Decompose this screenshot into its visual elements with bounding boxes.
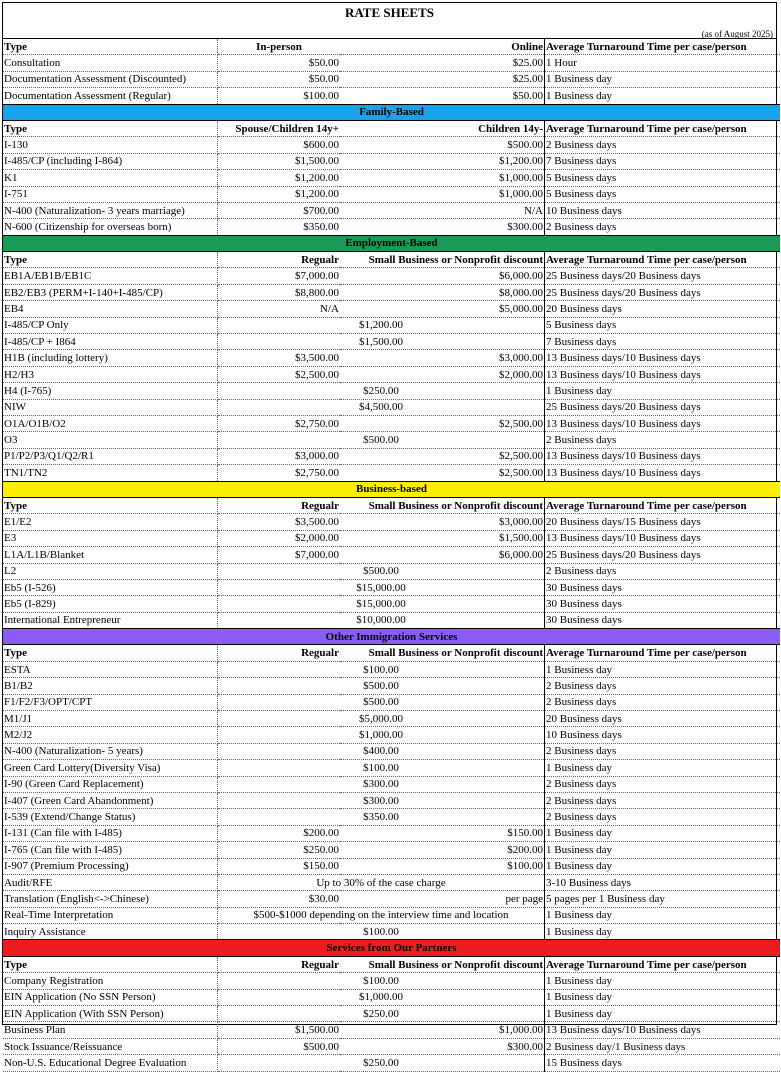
turnaround-time: 20 Business days bbox=[545, 711, 781, 727]
table-row bbox=[3, 219, 780, 235]
turnaround-time: 1 Business day bbox=[545, 1006, 781, 1022]
flat-rate: $250.00 bbox=[218, 383, 545, 399]
turnaround-time: 1 Business day bbox=[545, 858, 781, 874]
service-type: Stock Issuance/Reissuance bbox=[3, 1038, 218, 1054]
service-type: I-130 bbox=[3, 137, 218, 153]
rate-2: $2,500.00 bbox=[340, 465, 545, 481]
rate-1: $7,000.00 bbox=[218, 268, 341, 284]
section-band-business bbox=[3, 481, 780, 497]
turnaround-time: 15 Business days bbox=[545, 1055, 781, 1071]
turnaround-time: 1 Hour bbox=[545, 55, 781, 71]
service-type: Eb5 (I-526) bbox=[3, 579, 218, 595]
turnaround-time: 2 Business days bbox=[545, 743, 781, 759]
turnaround-time: 13 Business days/10 Business days bbox=[545, 465, 781, 481]
flat-rate: $500.00 bbox=[218, 694, 545, 710]
turnaround-time: 13 Business days/10 Business days bbox=[545, 448, 781, 464]
col-header-rate-1: In-person bbox=[218, 39, 341, 55]
service-type: Consultation bbox=[3, 55, 218, 71]
table-row bbox=[3, 924, 780, 940]
rate-1: N/A bbox=[218, 301, 341, 317]
rate-2: N/A bbox=[340, 202, 545, 218]
rate-1: $2,500.00 bbox=[218, 366, 341, 382]
rate-1: $3,500.00 bbox=[218, 514, 341, 530]
rate-1: $3,500.00 bbox=[218, 350, 341, 366]
turnaround-time: 1 Business day bbox=[545, 973, 781, 989]
turnaround-time: 5 Business days bbox=[545, 317, 781, 333]
service-type: EIN Application (With SSN Person) bbox=[3, 1006, 218, 1022]
service-type: E1/E2 bbox=[3, 514, 218, 530]
rate-1: $200.00 bbox=[218, 825, 341, 841]
service-type: I-539 (Extend/Change Status) bbox=[3, 809, 218, 825]
col-header-rate-2: Children 14y- bbox=[340, 120, 545, 136]
rate-1: $1,500.00 bbox=[218, 153, 341, 169]
service-type: EB2/EB3 (PERM+I-140+I-485/CP) bbox=[3, 284, 218, 300]
section-title: Family-Based bbox=[3, 104, 780, 120]
turnaround-time: 1 Business day bbox=[545, 88, 781, 104]
col-header-rate-1: Spouse/Children 14y+ bbox=[218, 120, 341, 136]
header-row bbox=[3, 956, 780, 972]
service-type: ESTA bbox=[3, 661, 218, 677]
service-type: N-600 (Citizenship for overseas born) bbox=[3, 219, 218, 235]
flat-rate: $15,000.00 bbox=[218, 596, 545, 612]
col-header-rate-1: Regualr bbox=[218, 252, 341, 268]
col-header-turnaround: Average Turnaround Time per case/person bbox=[545, 39, 781, 55]
turnaround-time: 2 Business days bbox=[545, 792, 781, 808]
service-type: K1 bbox=[3, 170, 218, 186]
col-header-rate-1: Regualr bbox=[218, 645, 341, 661]
col-header-type: Type bbox=[3, 39, 218, 55]
turnaround-time: 3-10 Business days bbox=[545, 874, 781, 890]
col-header-type: Type bbox=[3, 645, 218, 661]
rate-2: $8,000.00 bbox=[340, 284, 545, 300]
rate-2: $100.00 bbox=[340, 858, 545, 874]
service-type: L1A/L1B/Blanket bbox=[3, 547, 218, 563]
rate-2: $1,000.00 bbox=[340, 170, 545, 186]
service-type: M2/J2 bbox=[3, 727, 218, 743]
table-row bbox=[3, 465, 780, 481]
table-row bbox=[3, 366, 780, 382]
section-title: Employment-Based bbox=[3, 235, 780, 251]
rate-1: $100.00 bbox=[218, 88, 341, 104]
section-band-other bbox=[3, 629, 780, 645]
service-type: EB1A/EB1B/EB1C bbox=[3, 268, 218, 284]
table-row bbox=[3, 547, 780, 563]
rate-1: $600.00 bbox=[218, 137, 341, 153]
rate-1: $2,000.00 bbox=[218, 530, 341, 546]
turnaround-time: 13 Business days/10 Business days bbox=[545, 415, 781, 431]
flat-rate: $1,500.00 bbox=[218, 334, 545, 350]
service-type: O3 bbox=[3, 432, 218, 448]
flat-rate: $4,500.00 bbox=[218, 399, 545, 415]
turnaround-time: 10 Business days bbox=[545, 202, 781, 218]
rate-1: $8,800.00 bbox=[218, 284, 341, 300]
turnaround-time: 7 Business days bbox=[545, 334, 781, 350]
turnaround-time: 1 Business day bbox=[545, 907, 781, 923]
table-row bbox=[3, 137, 780, 153]
rate-1: $30.00 bbox=[218, 891, 341, 907]
rate-2: $1,000.00 bbox=[340, 186, 545, 202]
rate-1: $350.00 bbox=[218, 219, 341, 235]
rate-2: $5,000.00 bbox=[340, 301, 545, 317]
table-row bbox=[3, 907, 780, 923]
service-type: Documentation Assessment (Regular) bbox=[3, 88, 218, 104]
rate-1: $50.00 bbox=[218, 71, 341, 87]
col-header-turnaround: Average Turnaround Time per case/person bbox=[545, 497, 781, 513]
col-header-rate-2: Online bbox=[340, 39, 545, 55]
col-header-rate-1: Regualr bbox=[218, 956, 341, 972]
service-type: Company Registration bbox=[3, 973, 218, 989]
table-row bbox=[3, 825, 780, 841]
turnaround-time: 1 Business day bbox=[545, 760, 781, 776]
turnaround-time: 13 Business days/10 Business days bbox=[545, 1022, 781, 1038]
flat-rate: $5,000.00 bbox=[218, 711, 545, 727]
table-row bbox=[3, 350, 780, 366]
col-header-rate-1: Regualr bbox=[218, 497, 341, 513]
table-row bbox=[3, 415, 780, 431]
rate-1: $50.00 bbox=[218, 55, 341, 71]
section-title: Services from Our Partners bbox=[3, 940, 780, 956]
rate-2: $300.00 bbox=[340, 1038, 545, 1054]
service-type: Translation (English<->Chinese) bbox=[3, 891, 218, 907]
col-header-rate-2: Small Business or Nonprofit discount bbox=[340, 645, 545, 661]
table-row bbox=[3, 694, 780, 710]
rate-1: $150.00 bbox=[218, 858, 341, 874]
service-type: I-751 bbox=[3, 186, 218, 202]
service-type: I-407 (Green Card Abandonment) bbox=[3, 792, 218, 808]
service-type: Inquiry Assistance bbox=[3, 924, 218, 940]
service-type: EB4 bbox=[3, 301, 218, 317]
table-row bbox=[3, 186, 780, 202]
table-row bbox=[3, 530, 780, 546]
col-header-turnaround: Average Turnaround Time per case/person bbox=[545, 956, 781, 972]
turnaround-time: 1 Business day bbox=[545, 924, 781, 940]
table-row bbox=[3, 612, 780, 628]
turnaround-time: 13 Business days/10 Business days bbox=[545, 530, 781, 546]
rate-2: $1,200.00 bbox=[340, 153, 545, 169]
table-row bbox=[3, 579, 780, 595]
rate-2: $6,000.00 bbox=[340, 547, 545, 563]
rate-1: $1,500.00 bbox=[218, 1022, 341, 1038]
turnaround-time: 10 Business days bbox=[545, 727, 781, 743]
service-type: O1A/O1B/O2 bbox=[3, 415, 218, 431]
turnaround-time: 5 Business days bbox=[545, 170, 781, 186]
turnaround-time: 5 Business days bbox=[545, 186, 781, 202]
rate-2: $2,500.00 bbox=[340, 448, 545, 464]
flat-rate: $10,000.00 bbox=[218, 612, 545, 628]
table-row bbox=[3, 858, 780, 874]
rate-1: $2,750.00 bbox=[218, 465, 341, 481]
turnaround-time: 1 Business day bbox=[545, 71, 781, 87]
rate-1: $250.00 bbox=[218, 842, 341, 858]
flat-rate: $300.00 bbox=[218, 776, 545, 792]
turnaround-time: 1 Business day bbox=[545, 989, 781, 1005]
flat-rate: $100.00 bbox=[218, 661, 545, 677]
turnaround-time: 30 Business days bbox=[545, 612, 781, 628]
flat-rate: $100.00 bbox=[218, 973, 545, 989]
turnaround-time: 2 Business days bbox=[545, 219, 781, 235]
flat-rate: $500.00 bbox=[218, 563, 545, 579]
table-row bbox=[3, 792, 780, 808]
table-row bbox=[3, 1038, 780, 1054]
turnaround-time: 13 Business days/10 Business days bbox=[545, 350, 781, 366]
service-type: EIN Application (No SSN Person) bbox=[3, 989, 218, 1005]
section-band-family bbox=[3, 104, 780, 120]
service-type: I-907 (Premium Processing) bbox=[3, 858, 218, 874]
table-row bbox=[3, 268, 780, 284]
service-type: NIW bbox=[3, 399, 218, 415]
turnaround-time: 25 Business days/20 Business days bbox=[545, 399, 781, 415]
table-row bbox=[3, 842, 780, 858]
table-row bbox=[3, 563, 780, 579]
rate-2: $2,500.00 bbox=[340, 415, 545, 431]
rate-2: $1,500.00 bbox=[340, 530, 545, 546]
turnaround-time: 1 Business day bbox=[545, 825, 781, 841]
service-type: E3 bbox=[3, 530, 218, 546]
col-header-type: Type bbox=[3, 956, 218, 972]
turnaround-time: 25 Business days/20 Business days bbox=[545, 284, 781, 300]
rate-1: $500.00 bbox=[218, 1038, 341, 1054]
page-title: RATE SHEETS bbox=[345, 5, 434, 20]
turnaround-time: 2 Business days bbox=[545, 432, 781, 448]
col-header-type: Type bbox=[3, 252, 218, 268]
table-row bbox=[3, 973, 780, 989]
turnaround-time: 1 Business day bbox=[545, 383, 781, 399]
turnaround-time: 20 Business days/15 Business days bbox=[545, 514, 781, 530]
table-row bbox=[3, 284, 780, 300]
col-header-turnaround: Average Turnaround Time per case/person bbox=[545, 645, 781, 661]
table-row bbox=[3, 989, 780, 1005]
table-row bbox=[3, 301, 780, 317]
service-type: H4 (I-765) bbox=[3, 383, 218, 399]
flat-rate: $500.00 bbox=[218, 432, 545, 448]
turnaround-time: 25 Business days/20 Business days bbox=[545, 268, 781, 284]
table-row bbox=[3, 514, 780, 530]
table-row bbox=[3, 1006, 780, 1022]
table-row bbox=[3, 661, 780, 677]
rate-2: $500.00 bbox=[340, 137, 545, 153]
service-type: M1/J1 bbox=[3, 711, 218, 727]
rate-2: $50.00 bbox=[340, 88, 545, 104]
service-type: I-765 (Can file with I-485) bbox=[3, 842, 218, 858]
turnaround-time: 2 Business days bbox=[545, 137, 781, 153]
header-row bbox=[3, 645, 780, 661]
service-type: International Entrepreneur bbox=[3, 612, 218, 628]
header-row bbox=[3, 120, 780, 136]
rate-2: $200.00 bbox=[340, 842, 545, 858]
rate-1: $1,200.00 bbox=[218, 186, 341, 202]
rate-table bbox=[3, 39, 780, 1072]
rate-2: $2,000.00 bbox=[340, 366, 545, 382]
turnaround-time: 7 Business days bbox=[545, 153, 781, 169]
flat-rate: $500-$1000 depending on the interview time and location bbox=[218, 907, 545, 923]
table-row bbox=[3, 891, 780, 907]
table-row bbox=[3, 711, 780, 727]
turnaround-time: 2 Business days bbox=[545, 678, 781, 694]
rate-2: $3,000.00 bbox=[340, 350, 545, 366]
table-row bbox=[3, 383, 780, 399]
section-band-employment bbox=[3, 235, 780, 251]
as-of-date: (as of August 2025) bbox=[3, 25, 776, 39]
rate-2: $300.00 bbox=[340, 219, 545, 235]
flat-rate: $500.00 bbox=[218, 678, 545, 694]
turnaround-time: 2 Business day/1 Business days bbox=[545, 1038, 781, 1054]
table-row bbox=[3, 678, 780, 694]
turnaround-time: 1 Business day bbox=[545, 842, 781, 858]
section-title: Other Immigration Services bbox=[3, 629, 780, 645]
flat-rate: $250.00 bbox=[218, 1055, 545, 1071]
table-row bbox=[3, 727, 780, 743]
header-row bbox=[3, 497, 780, 513]
service-type: I-485/CP Only bbox=[3, 317, 218, 333]
turnaround-time: 2 Business days bbox=[545, 694, 781, 710]
table-row bbox=[3, 596, 780, 612]
flat-rate: $400.00 bbox=[218, 743, 545, 759]
service-type: L2 bbox=[3, 563, 218, 579]
table-row bbox=[3, 170, 780, 186]
service-type: Real-Time Interpretation bbox=[3, 907, 218, 923]
table-row bbox=[3, 71, 780, 87]
service-type: N-400 (Naturalization- 3 years marriage) bbox=[3, 202, 218, 218]
service-type: Eb5 (I-829) bbox=[3, 596, 218, 612]
turnaround-time: 5 pages per 1 Business day bbox=[545, 891, 781, 907]
service-type: Documentation Assessment (Discounted) bbox=[3, 71, 218, 87]
table-row bbox=[3, 760, 780, 776]
service-type: TN1/TN2 bbox=[3, 465, 218, 481]
service-type: Business Plan bbox=[3, 1022, 218, 1038]
rate-2: $3,000.00 bbox=[340, 514, 545, 530]
rate-sheet bbox=[2, 2, 777, 1069]
service-type: I-485/CP + I864 bbox=[3, 334, 218, 350]
service-type: Audit/RFE bbox=[3, 874, 218, 890]
service-type: Non-U.S. Educational Degree Evaluation bbox=[3, 1055, 218, 1071]
service-type: I-485/CP (including I-864) bbox=[3, 153, 218, 169]
flat-rate: $100.00 bbox=[218, 760, 545, 776]
col-header-turnaround: Average Turnaround Time per case/person bbox=[545, 252, 781, 268]
table-row bbox=[3, 88, 780, 104]
table-row bbox=[3, 1022, 780, 1038]
flat-rate: $100.00 bbox=[218, 924, 545, 940]
rate-1: $700.00 bbox=[218, 202, 341, 218]
rate-1: $7,000.00 bbox=[218, 547, 341, 563]
table-row bbox=[3, 776, 780, 792]
table-row bbox=[3, 202, 780, 218]
table-row bbox=[3, 432, 780, 448]
flat-rate: $350.00 bbox=[218, 809, 545, 825]
col-header-type: Type bbox=[3, 120, 218, 136]
service-type: N-400 (Naturalization- 5 years) bbox=[3, 743, 218, 759]
service-type: Green Card Lottery(Diversity Visa) bbox=[3, 760, 218, 776]
turnaround-time: 20 Business days bbox=[545, 301, 781, 317]
turnaround-time: 2 Business days bbox=[545, 776, 781, 792]
flat-rate: Up to 30% of the case charge bbox=[218, 874, 545, 890]
service-type: B1/B2 bbox=[3, 678, 218, 694]
turnaround-time: 30 Business days bbox=[545, 596, 781, 612]
turnaround-time: 25 Business days/20 Business days bbox=[545, 547, 781, 563]
table-row bbox=[3, 334, 780, 350]
turnaround-time: 1 Business day bbox=[545, 661, 781, 677]
flat-rate: $15,000.00 bbox=[218, 579, 545, 595]
service-type: I-131 (Can file with I-485) bbox=[3, 825, 218, 841]
header-row bbox=[3, 252, 780, 268]
header-row bbox=[3, 39, 780, 55]
rate-2: $6,000.00 bbox=[340, 268, 545, 284]
rate-2: $150.00 bbox=[340, 825, 545, 841]
col-header-rate-2: Small Business or Nonprofit discount bbox=[340, 497, 545, 513]
table-row bbox=[3, 1055, 780, 1071]
rate-1: $1,200.00 bbox=[218, 170, 341, 186]
table-row bbox=[3, 317, 780, 333]
col-header-turnaround: Average Turnaround Time per case/person bbox=[545, 120, 781, 136]
col-header-rate-2: Small Business or Nonprofit discount bbox=[340, 956, 545, 972]
service-type: H1B (including lottery) bbox=[3, 350, 218, 366]
section-title: Business-based bbox=[3, 481, 780, 497]
rate-2: $25.00 bbox=[340, 71, 545, 87]
turnaround-time: 2 Business days bbox=[545, 563, 781, 579]
section-band-partners bbox=[3, 940, 780, 956]
rate-1: $2,750.00 bbox=[218, 415, 341, 431]
table-row bbox=[3, 743, 780, 759]
rate-2: per page bbox=[340, 891, 545, 907]
col-header-type: Type bbox=[3, 497, 218, 513]
service-type: P1/P2/P3/Q1/Q2/R1 bbox=[3, 448, 218, 464]
service-type: H2/H3 bbox=[3, 366, 218, 382]
table-row bbox=[3, 55, 780, 71]
rate-2: $1,000.00 bbox=[340, 1022, 545, 1038]
table-row bbox=[3, 448, 780, 464]
rate-1: $3,000.00 bbox=[218, 448, 341, 464]
flat-rate: $1,000.00 bbox=[218, 989, 545, 1005]
turnaround-time: 2 Business days bbox=[545, 809, 781, 825]
rate-2: $25.00 bbox=[340, 55, 545, 71]
turnaround-time: 13 Business days/10 Business days bbox=[545, 366, 781, 382]
flat-rate: $250.00 bbox=[218, 1006, 545, 1022]
service-type: I-90 (Green Card Replacement) bbox=[3, 776, 218, 792]
col-header-rate-2: Small Business or Nonprofit discount bbox=[340, 252, 545, 268]
service-type: F1/F2/F3/OPT/CPT bbox=[3, 694, 218, 710]
table-row bbox=[3, 153, 780, 169]
table-row bbox=[3, 399, 780, 415]
flat-rate: $300.00 bbox=[218, 792, 545, 808]
table-row bbox=[3, 809, 780, 825]
turnaround-time: 30 Business days bbox=[545, 579, 781, 595]
flat-rate: $1,000.00 bbox=[218, 727, 545, 743]
flat-rate: $1,200.00 bbox=[218, 317, 545, 333]
table-row bbox=[3, 874, 780, 890]
